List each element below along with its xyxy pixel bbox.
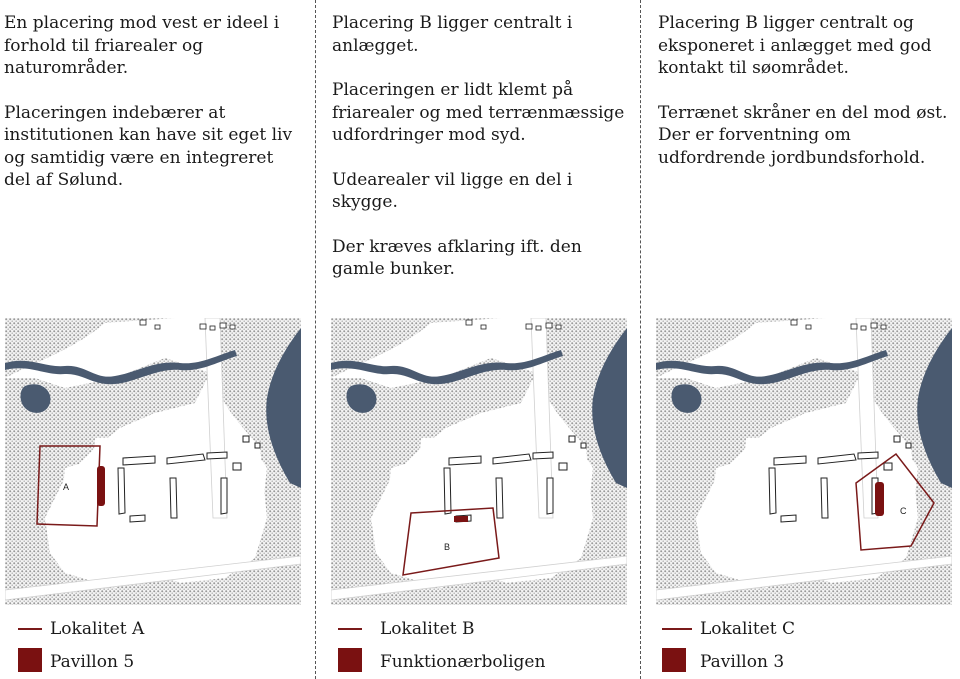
building-wing bbox=[581, 443, 586, 448]
description-a bbox=[4, 12, 304, 214]
building-wing bbox=[170, 478, 177, 518]
building-wing bbox=[858, 452, 878, 459]
paragraph: Placering B ligger centralt i anlægget. bbox=[332, 13, 573, 56]
small-building bbox=[210, 326, 215, 330]
central-courtyard bbox=[416, 436, 593, 563]
small-building bbox=[526, 324, 532, 329]
building-wing bbox=[123, 456, 155, 465]
divider-2 bbox=[640, 0, 641, 679]
building-wing bbox=[774, 456, 806, 465]
small-building bbox=[556, 325, 561, 329]
outline-swatch bbox=[338, 628, 362, 630]
small-building bbox=[536, 326, 541, 330]
small-building bbox=[200, 324, 206, 329]
small-building bbox=[230, 325, 235, 329]
site-map-c bbox=[656, 318, 952, 605]
site-map-b bbox=[331, 318, 627, 605]
small-building bbox=[861, 326, 866, 330]
small-building bbox=[481, 325, 486, 329]
paragraph: Placering B ligger centralt og eksponeret i anlægget med god kontakt til søområdet. bbox=[658, 13, 932, 78]
central-courtyard bbox=[741, 436, 918, 563]
building-wing bbox=[894, 436, 900, 442]
building-wing bbox=[906, 443, 911, 448]
small-building bbox=[140, 320, 146, 325]
legend-box-label: Pavillon 3 bbox=[700, 652, 785, 672]
building-wing bbox=[221, 478, 227, 514]
building-wing bbox=[449, 456, 481, 465]
building-wing bbox=[821, 478, 828, 518]
paragraph: Udearealer vil ligge en del i skygge. bbox=[332, 169, 573, 212]
pavilion-marker-a bbox=[97, 466, 105, 506]
description-b bbox=[332, 12, 632, 303]
outline-swatch bbox=[18, 628, 42, 630]
small-building bbox=[546, 323, 552, 328]
legend-b bbox=[338, 618, 628, 674]
small-building bbox=[881, 325, 886, 329]
building-wing bbox=[559, 463, 567, 470]
site-label-c: C bbox=[900, 506, 907, 516]
building-wing bbox=[533, 452, 553, 459]
paragraph: Terrænet skråner en del mod øst. Der er forventning om udfordrende jordbundsforhold. bbox=[658, 102, 948, 168]
building-wing bbox=[547, 478, 553, 514]
legend-box-label: Pavillon 5 bbox=[50, 652, 135, 672]
building-wing bbox=[243, 436, 249, 442]
building-wing bbox=[207, 452, 227, 459]
small-building bbox=[851, 324, 857, 329]
site-label-b: B bbox=[444, 542, 451, 552]
outline-swatch bbox=[662, 628, 692, 630]
legend-line-label: Lokalitet C bbox=[700, 619, 795, 639]
small-building bbox=[155, 325, 160, 329]
legend-box-label: Funktionærboligen bbox=[380, 652, 546, 672]
legend-c bbox=[662, 618, 952, 674]
pavilion-marker-b bbox=[454, 516, 468, 522]
building-wing bbox=[496, 478, 503, 518]
building-wing bbox=[884, 463, 892, 470]
pavilion-swatch bbox=[338, 648, 362, 672]
small-building bbox=[871, 323, 877, 328]
legend-line-label: Lokalitet A bbox=[50, 619, 145, 639]
building-wing bbox=[569, 436, 575, 442]
paragraph: En placering mod vest er ideel i forhold til friarealer og naturområder. bbox=[4, 13, 280, 78]
site-label-a: A bbox=[63, 482, 70, 492]
paragraph: Placeringen er lidt klemt på friarealer og med terrænmæssige udfordringer mod syd. bbox=[332, 80, 625, 145]
building-wing bbox=[255, 443, 260, 448]
description-c bbox=[658, 12, 953, 191]
building-wing bbox=[130, 515, 145, 522]
building-wing bbox=[781, 515, 796, 522]
small-building bbox=[220, 323, 226, 328]
central-courtyard bbox=[90, 436, 267, 563]
building-wing bbox=[233, 463, 241, 470]
legend-line-label: Lokalitet B bbox=[380, 619, 475, 639]
paragraph: Der kræves afklaring ift. den gamle bunker. bbox=[332, 236, 582, 279]
building-wing bbox=[769, 468, 776, 514]
legend-a bbox=[18, 618, 308, 674]
divider-1 bbox=[315, 0, 316, 679]
small-building bbox=[806, 325, 811, 329]
paragraph: Placeringen indebærer at institutionen kan have sit eget liv og samtidig være en integreret del af Sølund. bbox=[4, 102, 293, 190]
building-wing bbox=[118, 468, 125, 514]
building-wing bbox=[444, 468, 451, 514]
small-building bbox=[466, 320, 472, 325]
pavilion-swatch bbox=[662, 648, 686, 672]
site-map-a bbox=[5, 318, 301, 605]
pavilion-swatch bbox=[18, 648, 42, 672]
small-building bbox=[791, 320, 797, 325]
pavilion-marker-c bbox=[875, 482, 884, 516]
